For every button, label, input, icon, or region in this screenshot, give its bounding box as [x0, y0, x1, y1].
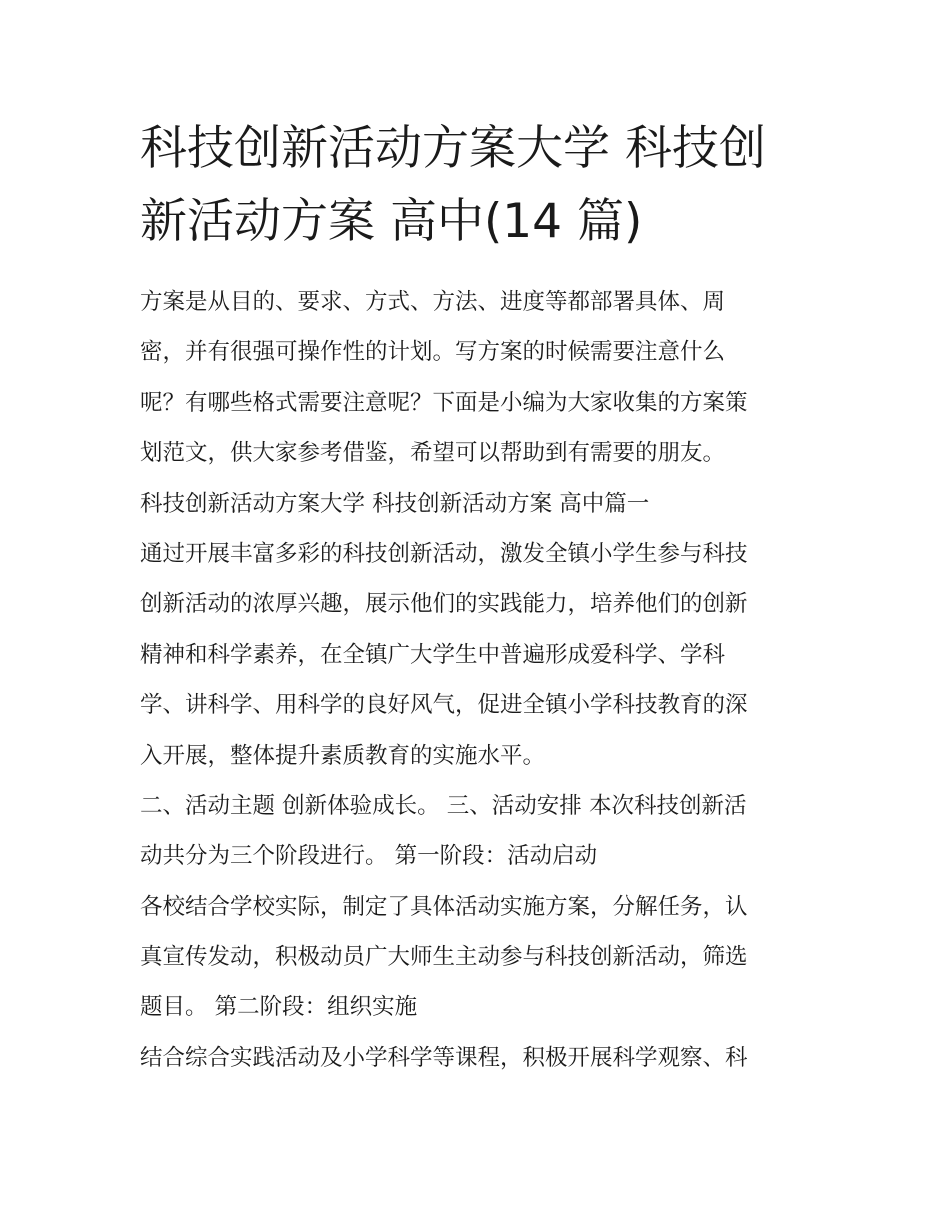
document-title — [140, 112, 820, 258]
body-line: 密，并有很强可操作性的计划。写方案的时候需要注意什么 — [140, 339, 726, 366]
body-line: 通过开展丰富多彩的科技创新活动，激发全镇小学生参与科技 — [140, 540, 748, 567]
body-line: 二、活动主题 创新体验成长。 三、活动安排 本次科技创新活 — [140, 792, 747, 819]
body-line: 划范文，供大家参考借鉴，希望可以帮助到有需要的朋友。 — [140, 440, 726, 467]
document-body — [140, 277, 820, 1083]
section-heading: 科技创新活动方案大学 科技创新活动方案 高中篇一 — [140, 490, 650, 517]
body-line: 结合综合实践活动及小学科学等课程，积极开展科学观察、科 — [140, 1044, 748, 1071]
body-line: 学、讲科学、用科学的良好风气，促进全镇小学科技教育的深 — [140, 692, 748, 719]
body-line: 入开展，整体提升素质教育的实施水平。 — [140, 742, 546, 769]
body-line: 动共分为三个阶段进行。 第一阶段：活动启动 — [140, 843, 598, 870]
body-line: 真宣传发动，积极动员广大师生主动参与科技创新活动，筛选 — [140, 944, 748, 971]
body-line: 创新活动的浓厚兴趣，展示他们的实践能力，培养他们的创新 — [140, 591, 748, 618]
body-line: 精神和科学素养，在全镇广大学生中普遍形成爱科学、学科 — [140, 641, 726, 668]
body-line: 方案是从目的、要求、方式、方法、进度等都部署具体、周 — [140, 289, 726, 315]
body-line: 呢？有哪些格式需要注意呢？下面是小编为大家收集的方案策 — [140, 389, 748, 416]
title-line: 科技创新活动方案大学 科技创 — [140, 121, 766, 176]
body-line: 题目。 第二阶段：组织实施 — [140, 994, 418, 1021]
title-line: 新活动方案 高中(14 篇) — [140, 194, 643, 249]
body-line: 各校结合学校实际，制定了具体活动实施方案，分解任务，认 — [140, 893, 748, 920]
